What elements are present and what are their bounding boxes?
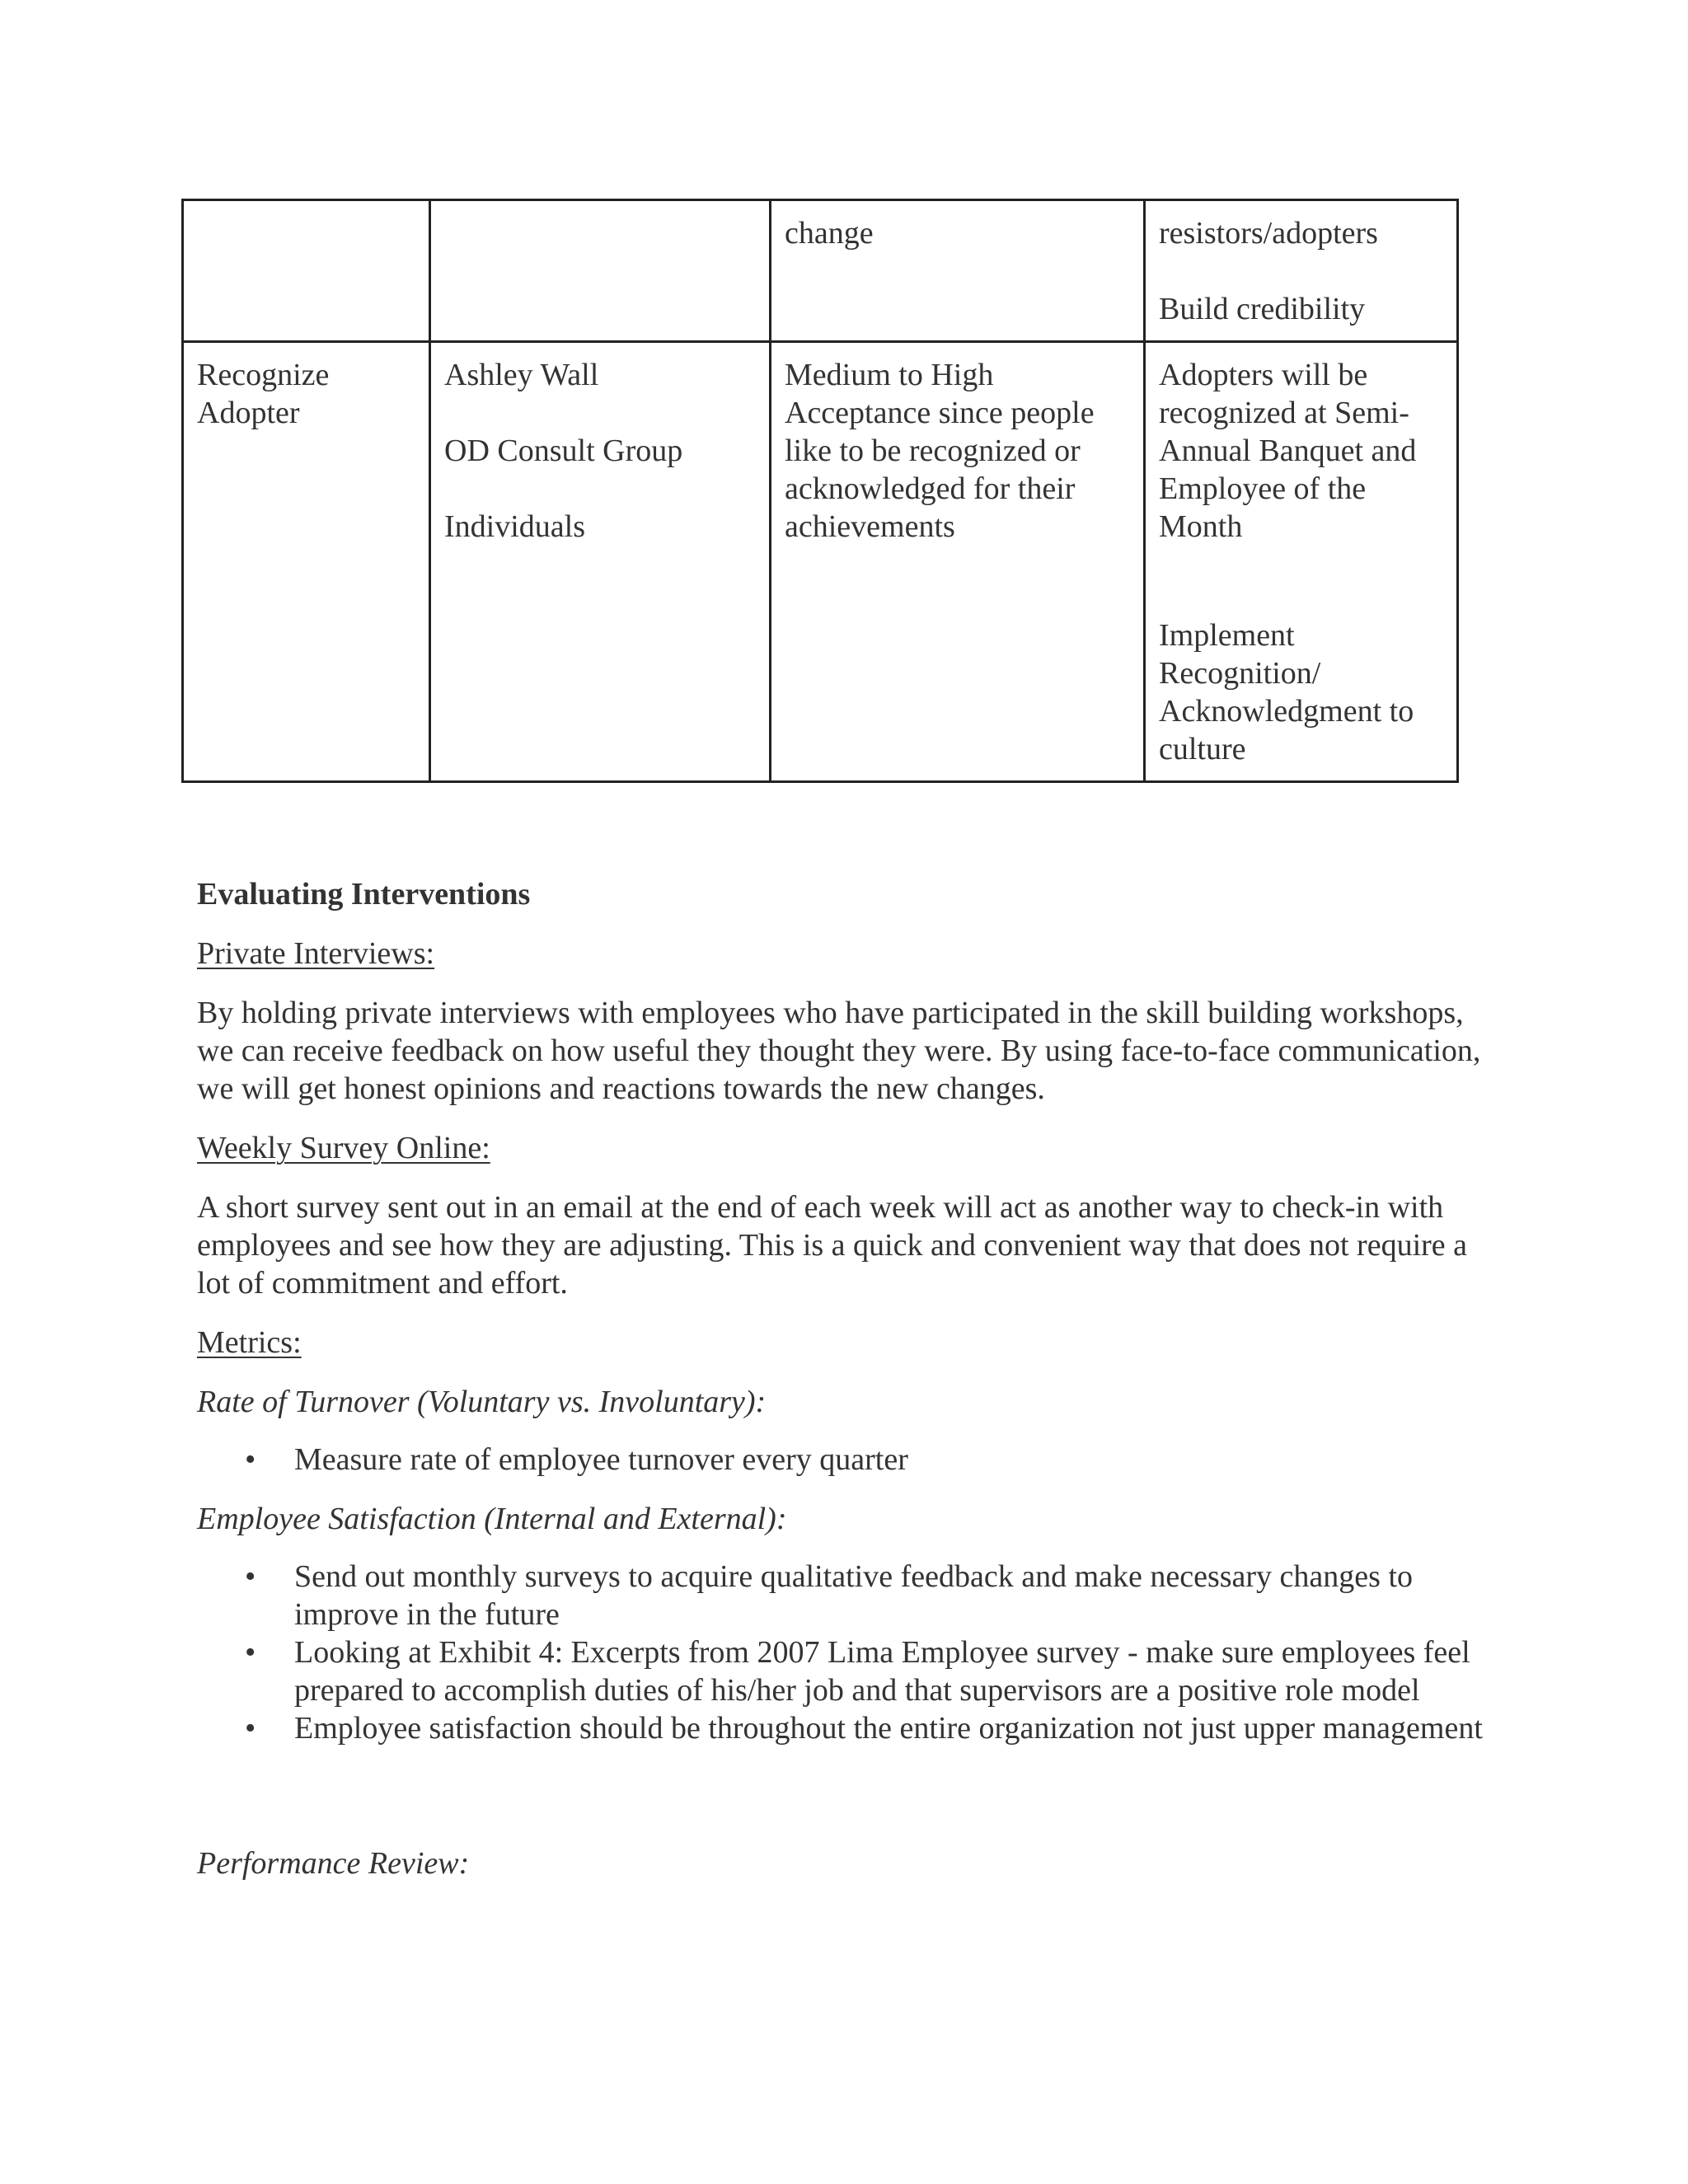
bullet-icon: • <box>245 1711 256 1746</box>
performance-review-label: Performance Review: <box>197 1846 470 1881</box>
table-row <box>183 342 1458 782</box>
table-cell <box>183 342 430 782</box>
evaluating-interventions-section <box>197 875 1483 1902</box>
weekly-survey-title: Weekly Survey Online: <box>197 1131 490 1165</box>
list-item-text: Looking at Exhibit 4: Excerpts from 2007 Lima Employee survey - make sure employees feel prepared to accomplish duties of his/her job and that supervisors are a positive role model <box>294 1635 1470 1708</box>
bullet-icon: • <box>245 1635 256 1670</box>
table-cell <box>183 200 430 342</box>
cell-text: Adopters will be recognized at Semi-Annual Banquet and Employee of the Month <box>1159 358 1417 544</box>
cell-text: Individuals <box>444 509 585 544</box>
table-cell <box>1145 342 1458 782</box>
turnover-list <box>197 1441 1483 1479</box>
satisfaction-label: Employee Satisfaction (Internal and External): <box>197 1502 787 1536</box>
table-cell <box>771 342 1145 782</box>
list-item-text: Measure rate of employee turnover every quarter <box>294 1442 908 1477</box>
list-item <box>197 1441 1483 1479</box>
table-cell <box>1145 200 1458 342</box>
cell-text: change <box>785 216 874 251</box>
bullet-icon: • <box>245 1559 256 1594</box>
cell-text: Ashley Wall <box>444 358 599 392</box>
intervention-table <box>181 199 1459 783</box>
weekly-survey-body: A short survey sent out in an email at the end of each week will act as another way to check-in with employees and see how they are adjusting. This is a quick and convenient way that does not require a lot of commitment and effort. <box>197 1190 1468 1301</box>
list-item-text: Send out monthly surveys to acquire qualitative feedback and make necessary changes to improve in the future <box>294 1559 1413 1632</box>
metrics-title: Metrics: <box>197 1325 302 1360</box>
satisfaction-list <box>197 1558 1483 1747</box>
cell-text: Build credibility <box>1159 292 1366 326</box>
turnover-label: Rate of Turnover (Voluntary vs. Involuntary): <box>197 1385 767 1419</box>
cell-text: Medium to High Acceptance since people like to be recognized or acknowledged for their achievements <box>785 358 1095 544</box>
private-interviews-title: Private Interviews: <box>197 936 435 971</box>
list-item <box>197 1558 1483 1633</box>
table-cell <box>430 342 771 782</box>
table-row <box>183 200 1458 342</box>
section-heading: Evaluating Interventions <box>197 877 531 912</box>
table-cell <box>430 200 771 342</box>
private-interviews-body: By holding private interviews with employees who have participated in the skill building workshops, we can receive feedback on how useful they thought they were. By using face-to-face communication, we will get honest opinions and reactions towards the new changes. <box>197 996 1481 1106</box>
list-item <box>197 1709 1483 1747</box>
list-item <box>197 1633 1483 1709</box>
bullet-icon: • <box>245 1442 256 1477</box>
cell-text: resistors/adopters <box>1159 216 1378 251</box>
cell-text: OD Consult Group <box>444 434 683 468</box>
cell-text: Recognize Adopter <box>197 358 330 430</box>
cell-text: Implement Recognition/ Acknowledgment to culture <box>1159 618 1414 766</box>
table-cell <box>771 200 1145 342</box>
list-item-text: Employee satisfaction should be throughout the entire organization not just upper management <box>294 1711 1483 1746</box>
